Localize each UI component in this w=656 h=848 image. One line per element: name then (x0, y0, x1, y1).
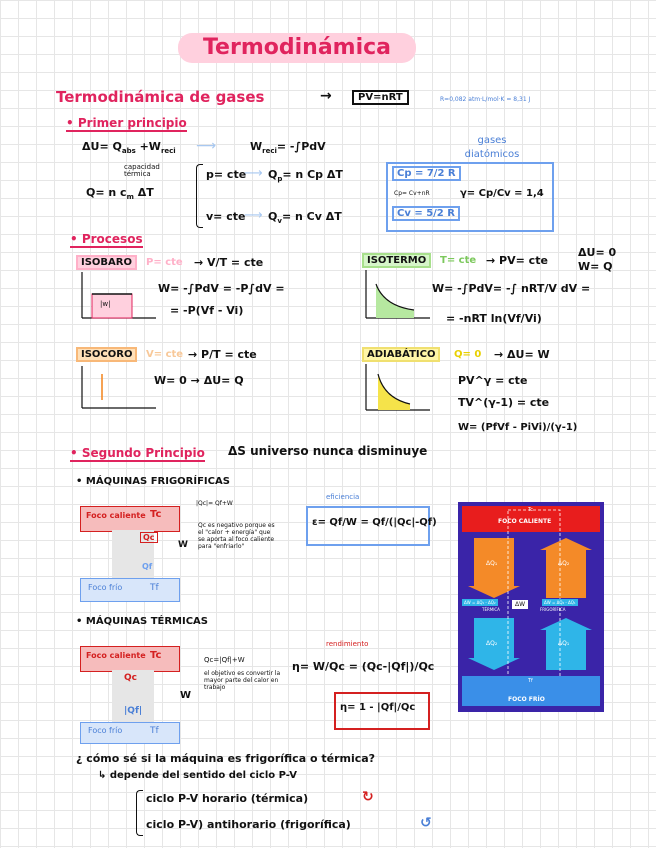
isotermo-relation: → PV= cte (486, 254, 548, 267)
term-qf: |Qf| (124, 706, 143, 716)
cp-value: Cp = 7/2 R (392, 166, 461, 181)
isotermo-graph (362, 270, 432, 326)
diagram-tf: Tf (528, 678, 533, 684)
counterclockwise-arrow-icon: ↺ (420, 815, 432, 831)
option-clockwise: ciclo P-V horario (térmica) (146, 792, 309, 805)
isocoro-relation: → P/T = cte (188, 348, 257, 361)
arrow-right-icon: ⟶ (244, 166, 263, 181)
adiabatico-tag: ADIABÁTICO (362, 347, 440, 362)
diagram-dq2b: ΔQ₂ (486, 640, 498, 647)
diagram-tc: Tc (528, 507, 533, 513)
isocoro-tag: ISOCORO (76, 347, 137, 362)
primer-principio-heading: • Primer principio (66, 116, 187, 130)
work-equation: $W_{reci}= -\int PdV$ (250, 140, 326, 156)
frig-note: Qc es negativo porque es el "calor + energía" que se aporta al foco caliente para "enfriarlo" (198, 522, 275, 550)
segundo-principio-heading: • Segundo Principio (70, 446, 205, 460)
diagram-dq1b: ΔQ₁ (558, 640, 570, 647)
term-tf: Tf (150, 726, 159, 736)
diatomic-label: gases diatómicos (464, 135, 520, 160)
diagram-cold-label: FOCO FRÍO (508, 696, 545, 703)
qv-equation: $Q_v= n$ Cv ΔT (268, 210, 342, 226)
procesos-heading: • Procesos (70, 232, 143, 246)
adiabatico-work: W= (PfVf - PiVi)/(γ-1) (458, 422, 578, 433)
frig-tf: Tf (150, 583, 159, 593)
heat-equation: Q= n $c_m$ ΔT (86, 186, 154, 202)
arrow-right-icon: → (320, 88, 332, 104)
qp-equation: $Q_p= n$ Cp ΔT (268, 168, 343, 184)
isobaro-relation: → V/T = cte (194, 256, 264, 269)
heat-capacity-note: capacidad térmica (124, 163, 160, 178)
term-hot-label: Foco caliente (86, 651, 146, 660)
isobaro-work-2: = -P(Vf - Vi) (170, 304, 244, 317)
frig-hot-label: Foco caliente (86, 511, 146, 520)
isotermo-work-1: W= -∫PdV= -∫ nRT/V dV = (432, 282, 591, 295)
isotermo-wq: W= Q (578, 260, 613, 273)
term-w: W (180, 690, 192, 701)
isocoro-work: W= 0 → ΔU= Q (154, 374, 244, 387)
isobaro-area-label: |w| (100, 300, 111, 308)
arrow-right-icon: ⟶ (196, 138, 217, 154)
frig-cold-label: Foco frío (88, 583, 123, 592)
option-counterclockwise: ciclo P-V) antihorario (frigorífica) (146, 818, 351, 831)
gamma-value: γ= Cp/Cv = 1,4 (460, 188, 544, 199)
term-equation: Qc=|Qf|+W (204, 656, 245, 664)
clockwise-arrow-icon: ↻ (362, 789, 374, 805)
gas-constant: R=0,082 atm·L/mol·K = 8,31 J (440, 96, 531, 103)
diagram-frigorifica-label: FRIGORÍFICA (540, 607, 566, 612)
frig-heading: • MÁQUINAS FRIGORÍFICAS (76, 476, 230, 487)
ideal-gas-formula: PV=nRT (352, 90, 409, 105)
isobaro-condition: P= cte (146, 257, 183, 268)
performance-box-formula: η= 1 - |Qf|/Qc (340, 702, 416, 713)
diagram-dw-mid: ΔW (512, 600, 528, 609)
adiabatico-line-2: TV^(γ-1) = cte (458, 396, 550, 409)
gases-heading: Termodinámica de gases (56, 88, 265, 106)
isobaro-graph (78, 272, 158, 324)
brace (136, 790, 143, 836)
term-heading: • MÁQUINAS TÉRMICAS (76, 616, 209, 627)
p-cte-label: p= cte (206, 168, 247, 181)
isotermo-condition: T= cte (440, 255, 477, 266)
page-title: Termodinámica (178, 33, 416, 63)
entropy-statement: ΔS universo nunca disminuye (228, 444, 428, 458)
term-tc: Tc (150, 650, 162, 661)
frig-qc: Qc (140, 532, 158, 543)
diagram-dw-right: ΔW = ΔQ₂ - ΔQ₁ (544, 600, 576, 605)
isocoro-graph (78, 366, 158, 414)
term-note: el objetivo es convertir la mayor parte del calor en trabajo (204, 670, 281, 691)
isocoro-condition: V= cte (146, 349, 184, 360)
answer: ↳ depende del sentido del ciclo P-V (98, 770, 297, 781)
isotermo-du: ΔU= 0 (578, 246, 617, 259)
diagram-dw-left: ΔW = ΔQ₁ - ΔQ₂ (464, 600, 496, 605)
cv-value: Cv = 5/2 R (392, 206, 460, 221)
frig-qf: Qf (142, 562, 153, 571)
diagram-hot-label: FOCO CALIENTE (498, 518, 552, 525)
efficiency-formula: ε= Qf/W = Qf/(|Qc|-Qf) (312, 517, 437, 528)
isobaro-work-1: W= -∫PdV = -P∫dV = (158, 282, 285, 295)
diagram-termica-label: TÉRMICA (482, 607, 500, 612)
adiabatico-relation: → ΔU= W (494, 348, 550, 361)
diagram-dq2: ΔQ₂ (558, 560, 570, 567)
frig-equation: |Qc|= Qf+W (196, 500, 233, 507)
diagram-dq1: ΔQ₁ (486, 560, 498, 567)
cp-cv-relation: Cp= Cv+nR (394, 190, 430, 197)
term-cold-label: Foco frío (88, 726, 123, 735)
question: ¿ cómo sé si la máquina es frigorífica o térmica? (76, 752, 376, 765)
frig-tc: Tc (150, 509, 162, 520)
first-law-equation: $\Delta U= Q_{abs} +W_{reci}$ (82, 140, 176, 156)
adiabatico-graph (362, 364, 432, 416)
adiabatico-line-1: PV^γ = cte (458, 374, 528, 387)
performance-formula: η= W/Qc = (Qc-|Qf|)/Qc (292, 660, 435, 673)
term-qc: Qc (124, 673, 137, 683)
performance-label: rendimiento (326, 640, 369, 648)
frig-w: W (178, 540, 188, 550)
isotermo-work-2: = -nRT ln(Vf/Vi) (446, 312, 542, 325)
brace (196, 164, 203, 228)
isotermo-tag: ISOTERMO (362, 253, 431, 268)
arrow-right-icon: ⟶ (244, 208, 263, 223)
adiabatico-condition: Q= 0 (454, 349, 482, 360)
v-cte-label: v= cte (206, 210, 246, 223)
isobaro-tag: ISOBARO (76, 255, 137, 270)
efficiency-label: eficiencia (326, 493, 360, 501)
